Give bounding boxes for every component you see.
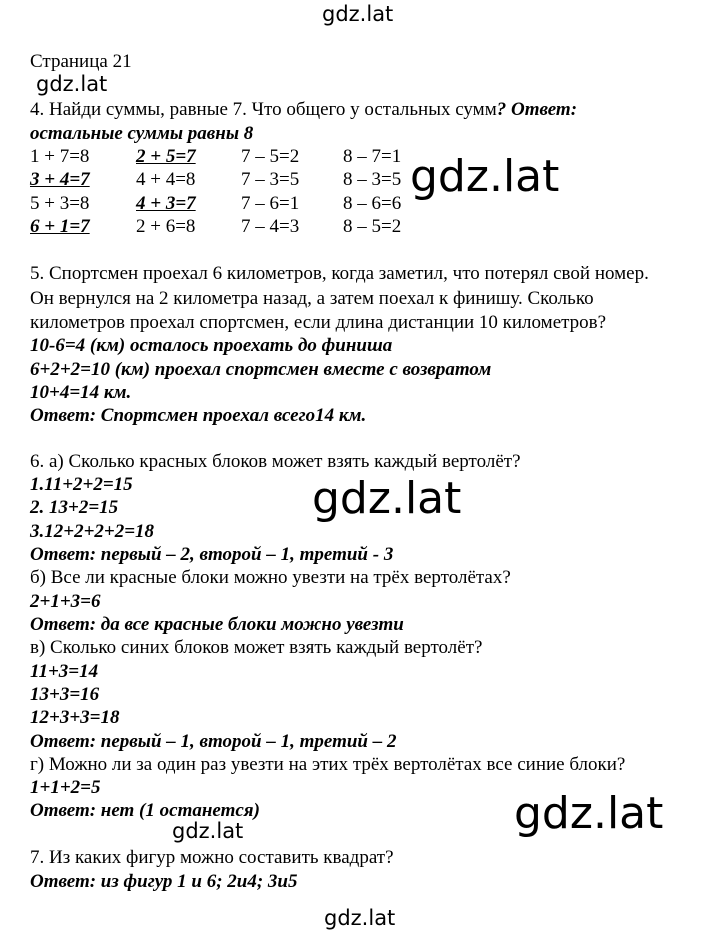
task6d-question: г) Можно ли за один раз увезти на этих трёх вертолётах все синие блоки? [30, 754, 626, 775]
task6d-solution-line: 1+1+2=5 [30, 777, 101, 798]
sum-cell: 7 – 6=1 [241, 193, 300, 214]
task5-solution-line: 10+4=14 км. [30, 382, 132, 403]
watermark: gdz.lat [322, 2, 394, 26]
task6b-solution-line: 2+1+3=6 [30, 591, 101, 612]
task5-question-line: 5. Спортсмен проехал 6 километров, когда заметил, что потерял свой номер. [30, 263, 649, 284]
task6c-solution-line: 12+3+3=18 [30, 707, 120, 728]
watermark: gdz.lat [36, 72, 108, 96]
watermark: gdz.lat [514, 788, 664, 839]
sum-equal-7: 3 + 4=7 [30, 169, 90, 190]
task4-question: 4. Найди суммы, равные 7. Что общего у остальных сумм? Ответ: [30, 99, 578, 120]
task7-answer: Ответ: из фигур 1 и 6; 2и4; 3и5 [30, 871, 298, 892]
sum-cell: 1 + 7=8 [30, 146, 90, 167]
task6c-solution-line: 11+3=14 [30, 661, 99, 682]
sum-cell: 8 – 5=2 [343, 216, 402, 237]
task6a-answer: Ответ: первый – 2, второй – 1, третий - 3 [30, 544, 394, 565]
sum-cell: 5 + 3=8 [30, 193, 90, 214]
task6b-answer: Ответ: да все красные блоки можно увезти [30, 614, 404, 635]
task5-solution-line: 10-6=4 (км) осталось проехать до финиша [30, 335, 393, 356]
task7-question: 7. Из каких фигур можно составить квадрат? [30, 847, 394, 868]
task5-question-line: километров проехал спортсмен, если длина дистанции 10 километров? [30, 312, 607, 333]
sum-cell: 7 – 5=2 [241, 146, 300, 167]
task4-answer-label: ? Ответ: [496, 99, 578, 120]
sum-cell: 8 – 3=5 [343, 169, 402, 190]
task6b-question: б) Все ли красные блоки можно увезти на трёх вертолётах? [30, 567, 511, 588]
watermark: gdz.lat [172, 819, 244, 843]
task6c-solution-line: 13+3=16 [30, 684, 100, 705]
page-title: Страница 21 [30, 51, 132, 72]
watermark: gdz.lat [312, 473, 462, 524]
task6c-answer: Ответ: первый – 1, второй – 1, третий – 2 [30, 731, 397, 752]
task6a-solution-line: 3.12+2+2+2=18 [30, 521, 155, 542]
task6d-answer: Ответ: нет (1 останется) [30, 800, 260, 821]
sum-cell: 8 – 7=1 [343, 146, 402, 167]
task6a-solution-line: 2. 13+2=15 [30, 497, 119, 518]
sum-cell: 7 – 4=3 [241, 216, 300, 237]
sum-cell: 7 – 3=5 [241, 169, 300, 190]
task5-question-line: Он вернулся на 2 километра назад, а затем поехал к финишу. Сколько [30, 288, 594, 309]
task6c-question: в) Сколько синих блоков может взять каждый вертолёт? [30, 637, 483, 658]
watermark: gdz.lat [324, 906, 396, 930]
sum-equal-7: 4 + 3=7 [136, 193, 196, 214]
task4-answer: остальные суммы равны 8 [30, 123, 254, 144]
task6a-solution-line: 1.11+2+2=15 [30, 474, 133, 495]
task5-answer: Ответ: Спортсмен проехал всего14 км. [30, 405, 367, 426]
watermark: gdz.lat [410, 151, 560, 202]
sum-cell: 4 + 4=8 [136, 169, 196, 190]
sum-equal-7: 6 + 1=7 [30, 216, 90, 237]
sum-equal-7: 2 + 5=7 [136, 146, 196, 167]
task5-solution-line: 6+2+2=10 (км) проехал спортсмен вместе с возвратом [30, 359, 492, 380]
sum-cell: 8 – 6=6 [343, 193, 402, 214]
task6a-question: 6. а) Сколько красных блоков может взять каждый вертолёт? [30, 451, 521, 472]
sum-cell: 2 + 6=8 [136, 216, 196, 237]
